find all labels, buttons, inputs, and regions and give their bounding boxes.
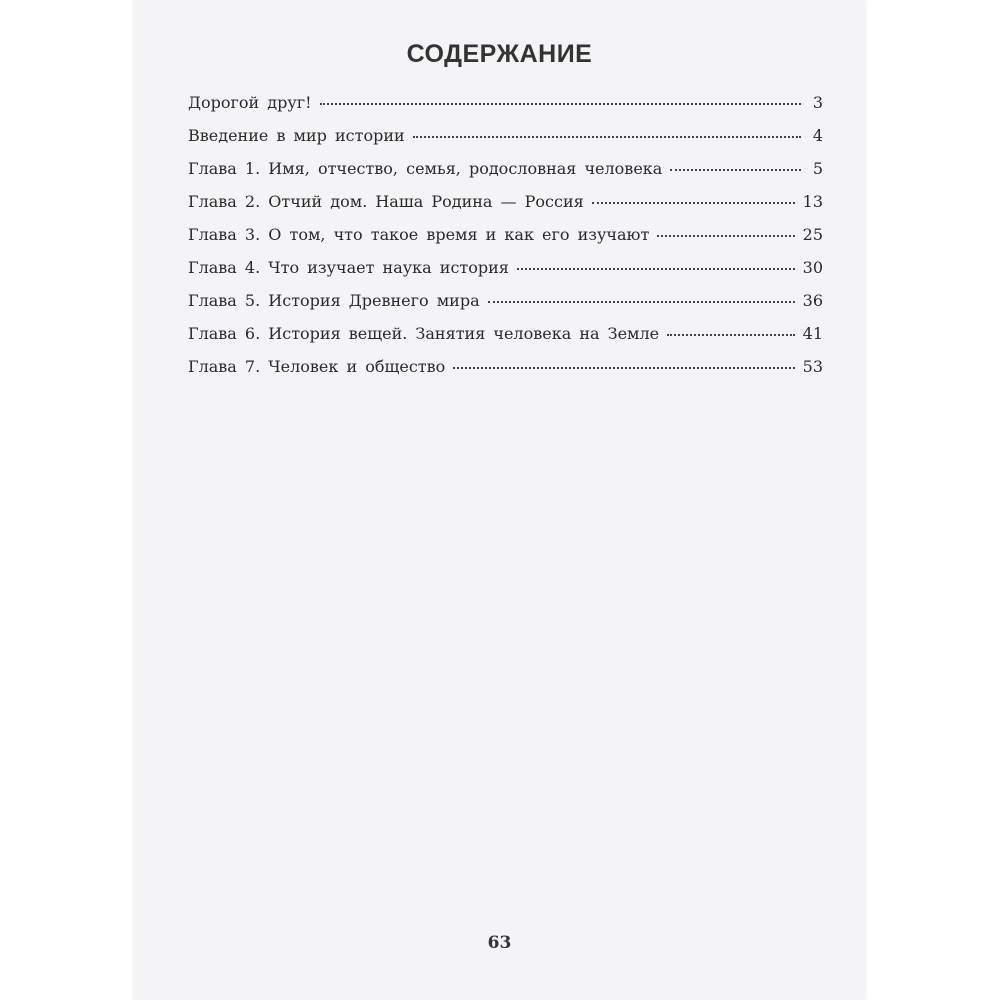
- toc-entry-title: Глава 3. О том, что такое время и как его изучают: [188, 225, 650, 244]
- toc-entry-page: 5: [812, 159, 823, 178]
- toc-entry: [188, 159, 823, 192]
- dot-leader: [667, 334, 795, 336]
- toc-entry-title: Введение в мир истории: [188, 126, 405, 145]
- toc-entry-page: 41: [802, 324, 823, 343]
- toc-entry-title: Глава 2. Отчий дом. Наша Родина — Россия: [188, 192, 584, 211]
- toc-entry-title: Глава 4. Что изучает наука история: [188, 258, 509, 277]
- toc-entry-title: Глава 1. Имя, отчество, семья, родословная человека: [188, 159, 663, 178]
- dot-leader: [657, 235, 794, 237]
- dot-leader: [453, 367, 794, 369]
- toc-entry: [188, 258, 823, 291]
- document-page: [133, 0, 866, 1000]
- dot-leader: [517, 268, 795, 270]
- toc-entry: [188, 357, 823, 390]
- toc-entry: [188, 324, 823, 357]
- toc-entry: [188, 93, 823, 126]
- toc-entry: [188, 225, 823, 258]
- toc-entry-page: 4: [812, 126, 823, 145]
- toc-entry: [188, 291, 823, 324]
- toc-entry-title: Глава 7. Человек и общество: [188, 357, 446, 376]
- toc-entry-title: Глава 6. История вещей. Занятия человека на Земле: [188, 324, 660, 343]
- dot-leader: [413, 136, 801, 138]
- toc-entry: [188, 192, 823, 225]
- dot-leader: [670, 169, 801, 171]
- page-title: СОДЕРЖАНИЕ: [406, 40, 593, 68]
- toc-entry-page: 30: [802, 258, 823, 277]
- table-of-contents: [188, 93, 823, 390]
- dot-leader: [592, 202, 795, 204]
- toc-entry-page: 13: [802, 192, 823, 211]
- toc-entry-page: 53: [802, 357, 823, 376]
- toc-entry-page: 3: [812, 93, 823, 112]
- dot-leader: [320, 103, 801, 105]
- toc-entry: [188, 126, 823, 159]
- toc-entry-title: Глава 5. История Древнего мира: [188, 291, 480, 310]
- page-number: 63: [487, 933, 512, 953]
- toc-entry-title: Дорогой друг!: [188, 93, 312, 112]
- toc-entry-page: 36: [802, 291, 823, 310]
- dot-leader: [488, 301, 795, 303]
- toc-entry-page: 25: [802, 225, 823, 244]
